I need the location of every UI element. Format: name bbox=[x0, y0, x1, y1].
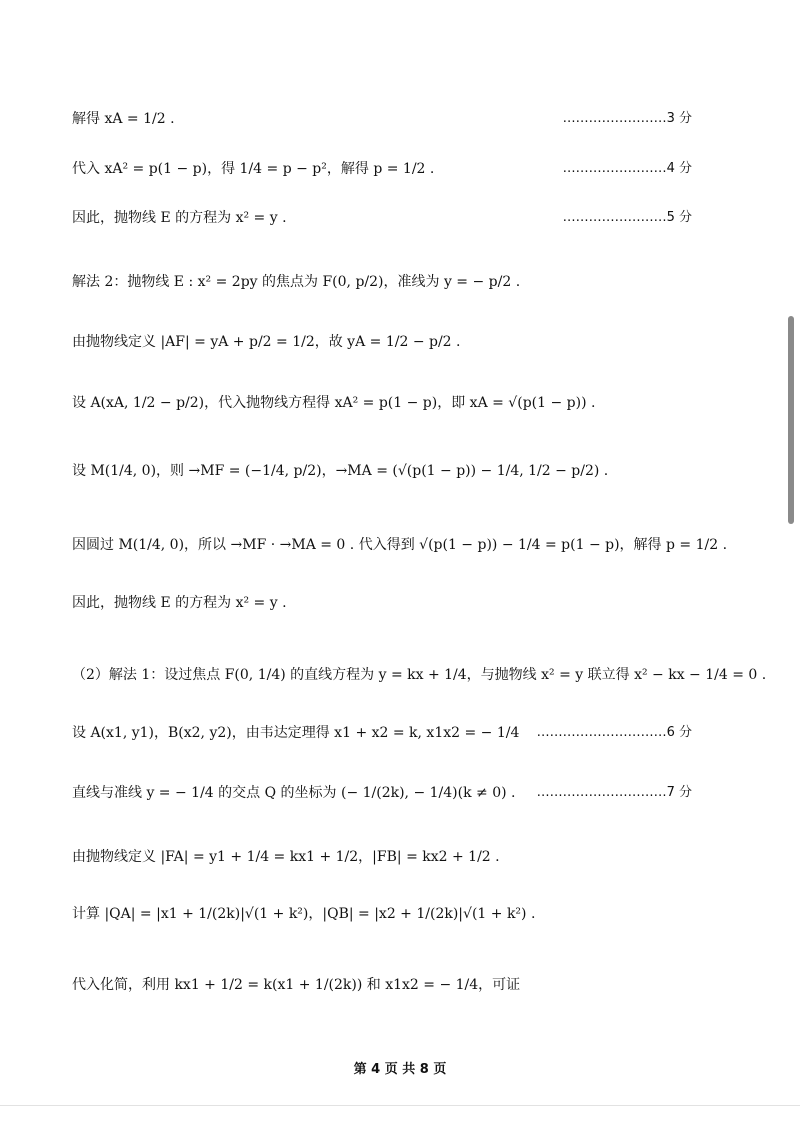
score-mark: ……………………3 分 bbox=[562, 111, 692, 126]
bottom-divider bbox=[0, 1105, 800, 1106]
page-footer: 第 4 页 共 8 页 bbox=[353, 1062, 447, 1077]
solution-line bbox=[72, 846, 692, 868]
line-text: 设 A(xA, 1/2 − p/2)，代入抛物线方程得 xA² = p(1 − p)，即 xA = √(p(1 − p)) . bbox=[72, 395, 596, 411]
line-text: 解法 2：抛物线 E : x² = 2py 的焦点为 F(0, p/2)，准线为 y = − p/2 . bbox=[72, 274, 521, 290]
solution-line bbox=[72, 782, 692, 804]
score-mark: …………………………7 分 bbox=[536, 785, 692, 800]
solution-line bbox=[72, 271, 692, 293]
line-text: 设 M(1/4, 0)，则 →MF = (−1/4, p/2)，→MA = (√(p(1 − p)) − 1/4, 1/2 − p/2) . bbox=[72, 463, 609, 479]
line-text: 因此，抛物线 E 的方程为 x² = y . bbox=[72, 210, 287, 226]
scrollbar-thumb[interactable] bbox=[788, 316, 794, 524]
line-text: （2）解法 1：设过焦点 F(0, 1/4) 的直线方程为 y = kx + 1/4，与抛物线 x² = y 联立得 x² − kx − 1/4 = 0 . bbox=[72, 667, 767, 683]
line-text: 代入 xA² = p(1 − p)，得 1/4 = p − p²，解得 p = 1/2 . bbox=[72, 161, 435, 177]
solution-line bbox=[72, 331, 692, 353]
line-text: 设 A(x1, y1)，B(x2, y2)，由韦达定理得 x1 + x2 = k, x1x2 = − 1/4 bbox=[72, 725, 520, 741]
line-text: 因此，抛物线 E 的方程为 x² = y . bbox=[72, 595, 287, 611]
score-mark: …………………………6 分 bbox=[536, 725, 692, 740]
line-text: 由抛物线定义 |FA| = y1 + 1/4 = kx1 + 1/2，|FB| = kx2 + 1/2 . bbox=[72, 849, 500, 865]
solution-line bbox=[72, 207, 692, 229]
line-text: 直线与准线 y = − 1/4 的交点 Q 的坐标为 (− 1/(2k), − 1/4)(k ≠ 0) . bbox=[72, 785, 516, 801]
solution-line bbox=[72, 460, 692, 482]
solution-line bbox=[72, 592, 692, 614]
line-text: 由抛物线定义 |AF| = yA + p/2 = 1/2，故 yA = 1/2 − p/2 . bbox=[72, 334, 461, 350]
line-text: 代入化简，利用 kx1 + 1/2 = k(x1 + 1/(2k)) 和 x1x2 = − 1/4，可证 bbox=[72, 977, 521, 993]
score-mark: ……………………5 分 bbox=[562, 210, 692, 225]
solution-line bbox=[72, 903, 692, 925]
line-text: 解得 xA = 1/2 . bbox=[72, 111, 175, 127]
solution-line bbox=[72, 722, 692, 744]
solution-line bbox=[72, 392, 692, 414]
solution-line bbox=[72, 974, 692, 996]
solution-line bbox=[72, 664, 767, 686]
solution-line bbox=[72, 158, 692, 180]
solution-line bbox=[72, 534, 728, 556]
line-text: 计算 |QA| = |x1 + 1/(2k)|√(1 + k²)，|QB| = |x2 + 1/(2k)|√(1 + k²) . bbox=[72, 906, 536, 922]
solution-line bbox=[72, 108, 692, 130]
line-text: 因圆过 M(1/4, 0)，所以 →MF · →MA = 0 . 代入得到 √(p(1 − p)) − 1/4 = p(1 − p)，解得 p = 1/2 . bbox=[72, 537, 728, 553]
score-mark: ……………………4 分 bbox=[562, 161, 692, 176]
